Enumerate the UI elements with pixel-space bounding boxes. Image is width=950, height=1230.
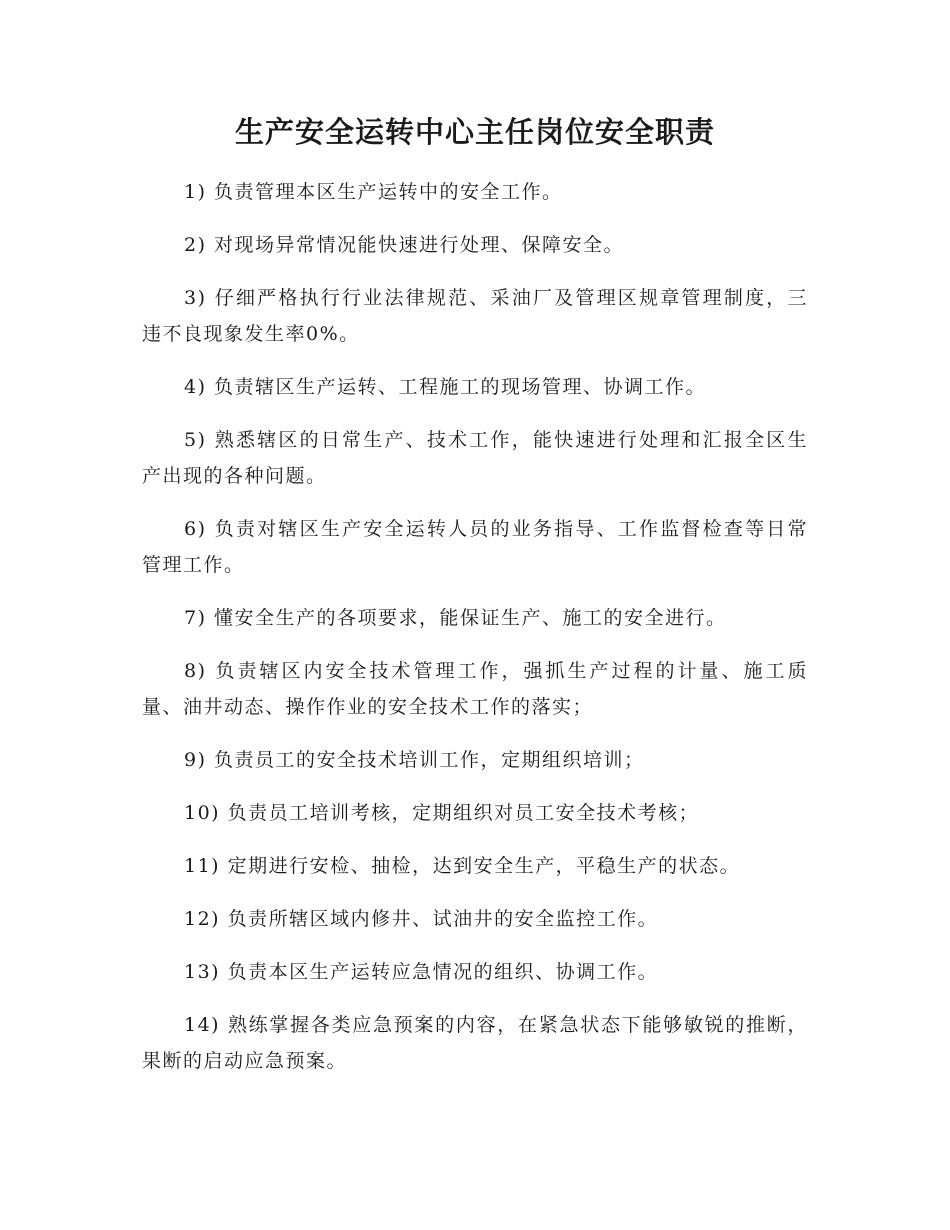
duty-item-13: 13) 负责本区生产运转应急情况的组织、协调工作。 (184, 961, 659, 983)
duty-item-11: 11) 定期进行安检、抽检，达到安全生产，平稳生产的状态。 (184, 855, 741, 877)
duty-item-7: 7) 懂安全生产的各项要求，能保证生产、施工的安全进行。 (184, 607, 727, 629)
duty-item-6: 6) 负责对辖区生产安全运转人员的业务指导、工作监督检查等日常管理工作。 (142, 518, 808, 576)
duty-item-8: 8) 负责辖区内安全技术管理工作，强抓生产过程的计量、施工质量、油井动态、操作作业的安全技术工作的落实； (142, 660, 808, 718)
duty-item-12: 12) 负责所辖区域内修井、试油井的安全监控工作。 (184, 908, 659, 930)
duty-item-5: 5) 熟悉辖区的日常生产、技术工作，能快速进行处理和汇报全区生产出现的各种问题。 (142, 429, 808, 487)
duty-item-10: 10) 负责员工培训考核，定期组织对员工安全技术考核； (184, 802, 700, 824)
duty-item-1: 1) 负责管理本区生产运转中的安全工作。 (184, 181, 563, 203)
duty-item-3: 3) 仔细严格执行行业法律规范、采油厂及管理区规章管理制度，三违不良现象发生率0%。 (142, 287, 808, 345)
duty-list (142, 174, 808, 1079)
duty-item-4: 4) 负责辖区生产运转、工程施工的现场管理、协调工作。 (184, 376, 707, 398)
duty-item-14: 14) 熟练掌握各类应急预案的内容，在紧急状态下能够敏锐的推断，果断的启动应急预案。 (142, 1014, 808, 1072)
duty-item-9: 9) 负责员工的安全技术培训工作，定期组织培训； (184, 749, 645, 771)
duty-item-2: 2) 对现场异常情况能快速进行处理、保障安全。 (184, 234, 625, 256)
document-title: 生产安全运转中心主任岗位安全职责 (234, 115, 715, 149)
